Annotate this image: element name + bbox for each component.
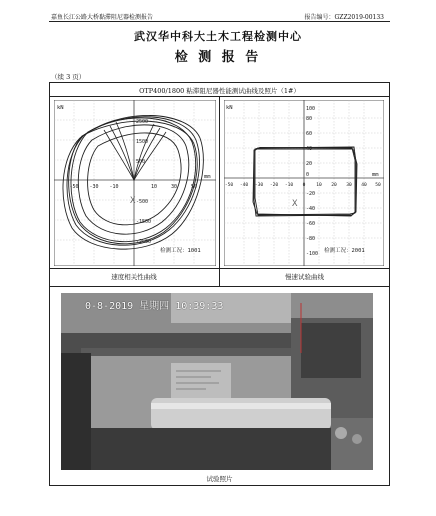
velocity-x-tick: -10 (109, 184, 119, 190)
slow-stamp: X (292, 199, 298, 209)
slow-x-tick: 20 (331, 183, 337, 188)
velocity-stamp: X (130, 196, 136, 206)
caption-rule-bottom (49, 286, 390, 287)
velocity-chart (54, 100, 216, 266)
velocity-x-tick: 30 (170, 184, 178, 190)
photo-timestamp: 0-8-2019 星期四 10:39:33 (85, 301, 224, 312)
slow-y-tick: -20 (306, 191, 316, 197)
slow-y-tick: 40 (306, 146, 313, 152)
header-left: 嘉鱼长江公路大桥黏滞阻尼器检测报告 (51, 14, 154, 21)
slow-chart-label: 慢速试验曲线 (285, 273, 324, 281)
velocity-x-tick: 10 (150, 184, 158, 190)
slow-x-tick: -10 (284, 183, 294, 188)
test-photo-image (61, 293, 373, 470)
velocity-x-tick: 50 (190, 184, 198, 190)
slow-x-tick: -50 (224, 183, 234, 188)
velocity-x-tick: -30 (89, 184, 99, 190)
slow-y-tick: 20 (306, 161, 313, 167)
velocity-y-tick: -2500 (136, 239, 152, 245)
slow-y-tick: 60 (306, 131, 313, 137)
chart-divider (219, 96, 220, 286)
org-name: 武汉华中科大土木工程检测中心 (134, 30, 302, 43)
photo-label: 试验照片 (206, 475, 233, 483)
velocity-x-unit: mm (204, 174, 211, 180)
header-rule (49, 21, 390, 22)
velocity-y-unit: kN (57, 105, 64, 111)
velocity-y-tick: 500 (136, 159, 146, 165)
slow-x-tick: 0 (302, 183, 306, 188)
test-photo (61, 293, 373, 470)
velocity-y-tick: -500 (136, 199, 149, 205)
header-right: 报告编号：GZZ2019-00133 (304, 14, 384, 21)
slow-x-tick: 40 (361, 183, 367, 188)
slow-y-tick: 80 (306, 116, 313, 122)
velocity-x-tick: -50 (69, 184, 79, 190)
slow-y-tick: -40 (306, 206, 316, 212)
slow-y-tick: -80 (306, 236, 316, 242)
report-title: 检 测 报 告 (174, 50, 262, 65)
slow-x-tick: -40 (239, 183, 249, 188)
velocity-y-tick: 2500 (136, 119, 149, 125)
slow-y-tick: -100 (306, 251, 319, 257)
slow-y-tick: 100 (306, 106, 316, 112)
slow-x-tick: -20 (269, 183, 279, 188)
slow-y-tick: 0 (306, 172, 310, 178)
velocity-info: 检测工况：1001 (160, 248, 201, 254)
velocity-y-tick: -1500 (136, 219, 152, 225)
section-title: OTP400/1800 粘滞阻尼器性能测试曲线及照片（1#） (139, 87, 300, 95)
slow-x-unit: mm (372, 172, 379, 178)
slow-y-tick: -60 (306, 221, 316, 227)
velocity-chart-label: 速度相关性曲线 (111, 273, 157, 281)
slow-info: 检测工况：2001 (324, 248, 365, 254)
slow-x-tick: 30 (346, 183, 352, 188)
caption-rule-top (49, 268, 390, 269)
slow-x-tick: 10 (316, 183, 322, 188)
velocity-y-tick: 1500 (136, 139, 149, 145)
slow-test-chart (224, 100, 384, 266)
slow-y-unit: kN (226, 105, 233, 111)
slow-x-tick: 50 (375, 183, 381, 188)
slow-x-tick: -30 (254, 183, 264, 188)
continued-note: （续 3 页） (51, 73, 86, 81)
